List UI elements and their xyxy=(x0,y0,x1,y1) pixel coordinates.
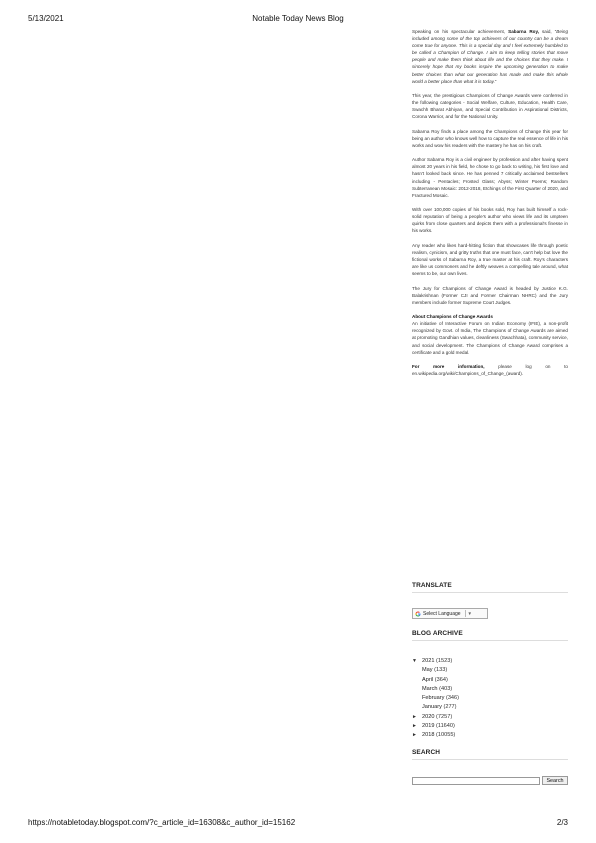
search-input[interactable] xyxy=(412,777,540,785)
paragraph-author-bio: Author Sabarna Roy is a civil engineer by profession and after having spent almost 20 years in his field, he chose to go back to writing, his first love and hasn't looked back since. He has penned 7 critically acclaimed bestsellers including - Pentacles; Frosted Glass; Abyss; Winter Poems; Random Subterranean Mosaic: 2012-2018, Etchings of the First Quarter of 2020, and Fractured Mosaic. xyxy=(412,157,568,198)
quote-said: said, “ xyxy=(538,29,557,34)
archive-year-label[interactable]: 2018 xyxy=(422,732,435,739)
article-body xyxy=(412,28,568,385)
archive-month-label[interactable]: January xyxy=(422,704,442,711)
print-url: https://notabletoday.blogspot.com/?c_article_id=16308&c_author_id=15162 xyxy=(28,818,296,827)
paragraph-readers: Any reader who likes hard-hitting fiction that showcases life through poetic realism, cynicism, and gritty truths that one must face, can't help but love the fictional works of Sabarna Roy, a true master at his craft. Roy's characters are like us commoners and he deftly weaves a compelling tale around, what seems to be, our own lives. xyxy=(412,242,568,277)
select-divider xyxy=(465,610,466,617)
paragraph-sales: With over 100,000 copies of his books sold, Roy has built himself a rock-solid reputation of being a people's author who views life and its umpteen quirks from close quarters and depicts them with a professional's finesse in his works. xyxy=(412,207,568,234)
translate-widget xyxy=(412,582,568,617)
archive-year-2021[interactable] xyxy=(412,657,568,666)
paragraph-more-info xyxy=(412,363,568,377)
archive-year-count: (1523) xyxy=(436,658,453,664)
paragraph-categories: This year, the prestigious Champions of Change Awards were conferred in the following categories - Social Welfare, Culture, Education, Health Care, Swachh Bharat Abhiyan, and Special Contribution in Aspirational Districts, Corona Warrior, and for the National Unity. xyxy=(412,93,568,120)
language-select-label: Select Language xyxy=(423,610,461,617)
archive-year-label[interactable]: 2021 xyxy=(422,658,435,664)
archive-month-count: (346) xyxy=(445,695,460,702)
archive-month-count: (277) xyxy=(443,704,457,711)
language-select[interactable] xyxy=(412,608,488,619)
google-g-icon xyxy=(415,611,421,617)
archive-month-label[interactable]: February xyxy=(422,695,445,702)
archive-month[interactable] xyxy=(412,666,568,675)
blog-archive-widget xyxy=(412,630,568,739)
archive-month[interactable] xyxy=(412,676,568,685)
paragraph-about xyxy=(412,313,568,356)
archive-list xyxy=(412,657,568,741)
quote-lead: Speaking on his spectacular achievement, xyxy=(412,29,506,34)
archive-year-count: (10055) xyxy=(436,732,456,739)
print-page-number: 2/3 xyxy=(556,818,568,827)
archive-month[interactable] xyxy=(412,703,568,712)
search-button[interactable]: Search xyxy=(542,776,568,785)
archive-month[interactable] xyxy=(412,685,568,694)
chevron-down-icon: ▼ xyxy=(467,611,473,616)
more-info-label: For more information, xyxy=(412,364,485,370)
expand-arrow-icon[interactable]: ► xyxy=(412,723,417,730)
archive-month-count: (133) xyxy=(434,667,448,674)
archive-year-count: (7257) xyxy=(436,713,453,720)
archive-title: BLOG ARCHIVE xyxy=(412,630,568,641)
search-form xyxy=(412,776,568,785)
expand-arrow-icon[interactable]: ► xyxy=(412,732,417,739)
archive-year-2020[interactable] xyxy=(412,713,568,722)
archive-year-label[interactable]: 2020 xyxy=(422,713,435,720)
about-text: An initiative of Interactive Forum on Indian Economy (IFIE), a non-profit recognized by Govt. of India, The Champions of Change Awards are aimed at promoting Gandhian values, cleanliness (Swachhata), community service, and social development. The Champions of Change Award comprises a certificate and a gold medal. xyxy=(412,321,568,355)
archive-year-count: (11640) xyxy=(436,723,455,730)
translate-title: TRANSLATE xyxy=(412,582,568,593)
archive-year-label[interactable]: 2019 xyxy=(422,723,435,730)
print-page-title: Notable Today News Blog xyxy=(252,14,344,23)
print-date: 5/13/2021 xyxy=(28,14,64,23)
archive-month-count: (403) xyxy=(439,685,453,692)
search-widget xyxy=(412,749,568,784)
more-info-text[interactable]: please log on to en.wikipedia.org/wiki/Champions_of_Change_(award). xyxy=(412,364,568,377)
paragraph-place: Sabarna Roy finds a place among the Champions of Change this year for being an author who knows well how to capture the real essence of life in his works and wow his readers with the mastery he has on his craft. xyxy=(412,128,568,148)
archive-month-count: (364) xyxy=(434,676,448,683)
paragraph-jury: The Jury for Champions of Change Award is headed by Justice K.G. Balakrishnan (Former CJI and Former Chairman NHRC) and the Jury members include former Supreme Court Judges. xyxy=(412,285,568,305)
archive-month-label[interactable]: March xyxy=(422,685,438,692)
archive-month-label[interactable]: May xyxy=(422,667,433,674)
archive-month[interactable] xyxy=(412,694,568,703)
expand-arrow-icon[interactable]: ► xyxy=(412,713,417,720)
search-title: SEARCH xyxy=(412,749,568,760)
archive-year-2019[interactable] xyxy=(412,722,568,731)
about-heading: About Champions of Change Awards xyxy=(412,314,493,320)
author-name: Sabarna Roy, xyxy=(508,29,539,34)
paragraph-quote xyxy=(412,28,568,85)
quote-end: ” xyxy=(494,78,497,84)
archive-month-label[interactable]: April xyxy=(422,676,434,683)
author-quote: Being included among some of the top achievers of our country can be a dream come true for anyone. This is a special day and I feel extremely humbled to be called a Champion of Change. I aim to keep telling stories that move people and make them think about life and the choices that they make. I sincerely hope that my books inspire the upcoming generation to make better choices than what our generation has made and make this whole world a better place than what it is today. xyxy=(412,29,568,84)
archive-year-2018[interactable] xyxy=(412,731,568,740)
collapse-arrow-icon[interactable]: ▼ xyxy=(412,658,417,664)
